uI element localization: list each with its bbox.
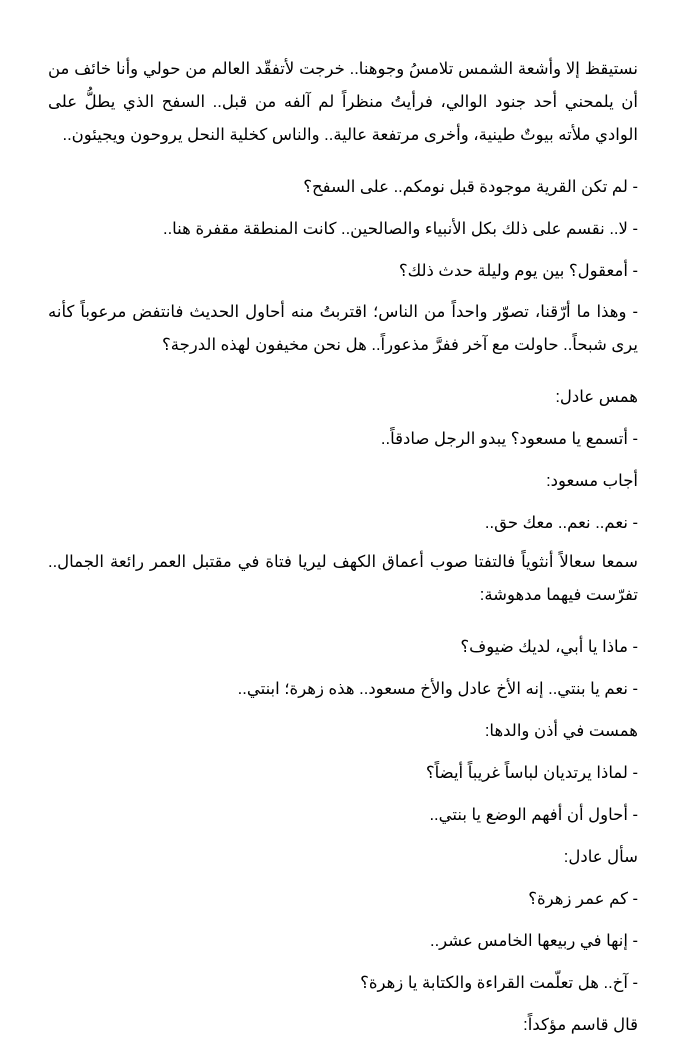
- paragraph-dialogue-long: - وهذا ما أرّقنا، تصوّر واحداً من الناس؛ اقتربتُ منه أحاول الحديث فانتفض مرعوباً كأنه يرى شبحاً.. حاولت مع آخر ففرَّ مذعوراً.. هل نحن مخيفون لهذه الدرجة؟: [48, 303, 638, 354]
- dialogue-line: - كم عمر زهرة؟: [528, 890, 638, 908]
- dialogue-line: - لم تكن القرية موجودة قبل نومكم.. على السفح؟: [303, 178, 638, 196]
- dialogue-line: - إنها في ربيعها الخامس عشر..: [430, 932, 638, 950]
- dialogue-line: - نعم.. نعم.. معك حق..: [484, 514, 638, 532]
- narration-line: همس عادل:: [555, 388, 638, 406]
- narration-line: أجاب مسعود:: [546, 472, 638, 490]
- dialogue-line: - لماذا يرتديان لباساً غريباً أيضاً؟: [425, 764, 638, 782]
- paragraph-narration: سمعا سعالاً أنثوياً فالتفتا صوب أعماق الكهف ليريا فتاة في مقتبل العمر رائعة الجمال.. تفرّست فيهما مدهوشة:: [48, 553, 638, 604]
- dialogue-line: - أتسمع يا مسعود؟ يبدو الرجل صادقاً..: [380, 430, 638, 448]
- dialogue-line: - أحاول أن أفهم الوضع يا بنتي..: [429, 806, 638, 824]
- dialogue-line: - لا.. نقسم على ذلك بكل الأنبياء والصالحين.. كانت المنطقة مقفرة هنا..: [162, 220, 638, 238]
- narration-line: سأل عادل:: [563, 848, 638, 866]
- document-page: [48, 53, 638, 1046]
- paragraph-intro: نستيقظ إلا وأشعة الشمس تلامسُ وجوهنا.. خرجت لأتفقّد العالم من حولي وأنا خائف من أن يلمحني أحد جنود الوالي، فرأيتُ منظراً لم آلفه من قبل.. السفح الذي يطلُّ على الوادي ملأته بيوتٌ طينية، وأخرى مرتفعة عالية.. والناس كخلية النحل يروحون ويجيئون..: [48, 60, 638, 144]
- narration-line: همست في أذن والدها:: [484, 722, 638, 740]
- narration-line: قال قاسم مؤكداً:: [523, 1016, 638, 1034]
- dialogue-line: - آخ.. هل تعلّمت القراءة والكتابة يا زهرة؟: [360, 974, 638, 992]
- dialogue-line: - ماذا يا أبي، لديك ضيوف؟: [460, 638, 638, 656]
- dialogue-line: - أمعقول؟ بين يوم وليلة حدث ذلك؟: [398, 262, 638, 280]
- dialogue-line: - نعم يا بنتي.. إنه الأخ عادل والأخ مسعود.. هذه زهرة؛ ابنتي..: [237, 680, 638, 698]
